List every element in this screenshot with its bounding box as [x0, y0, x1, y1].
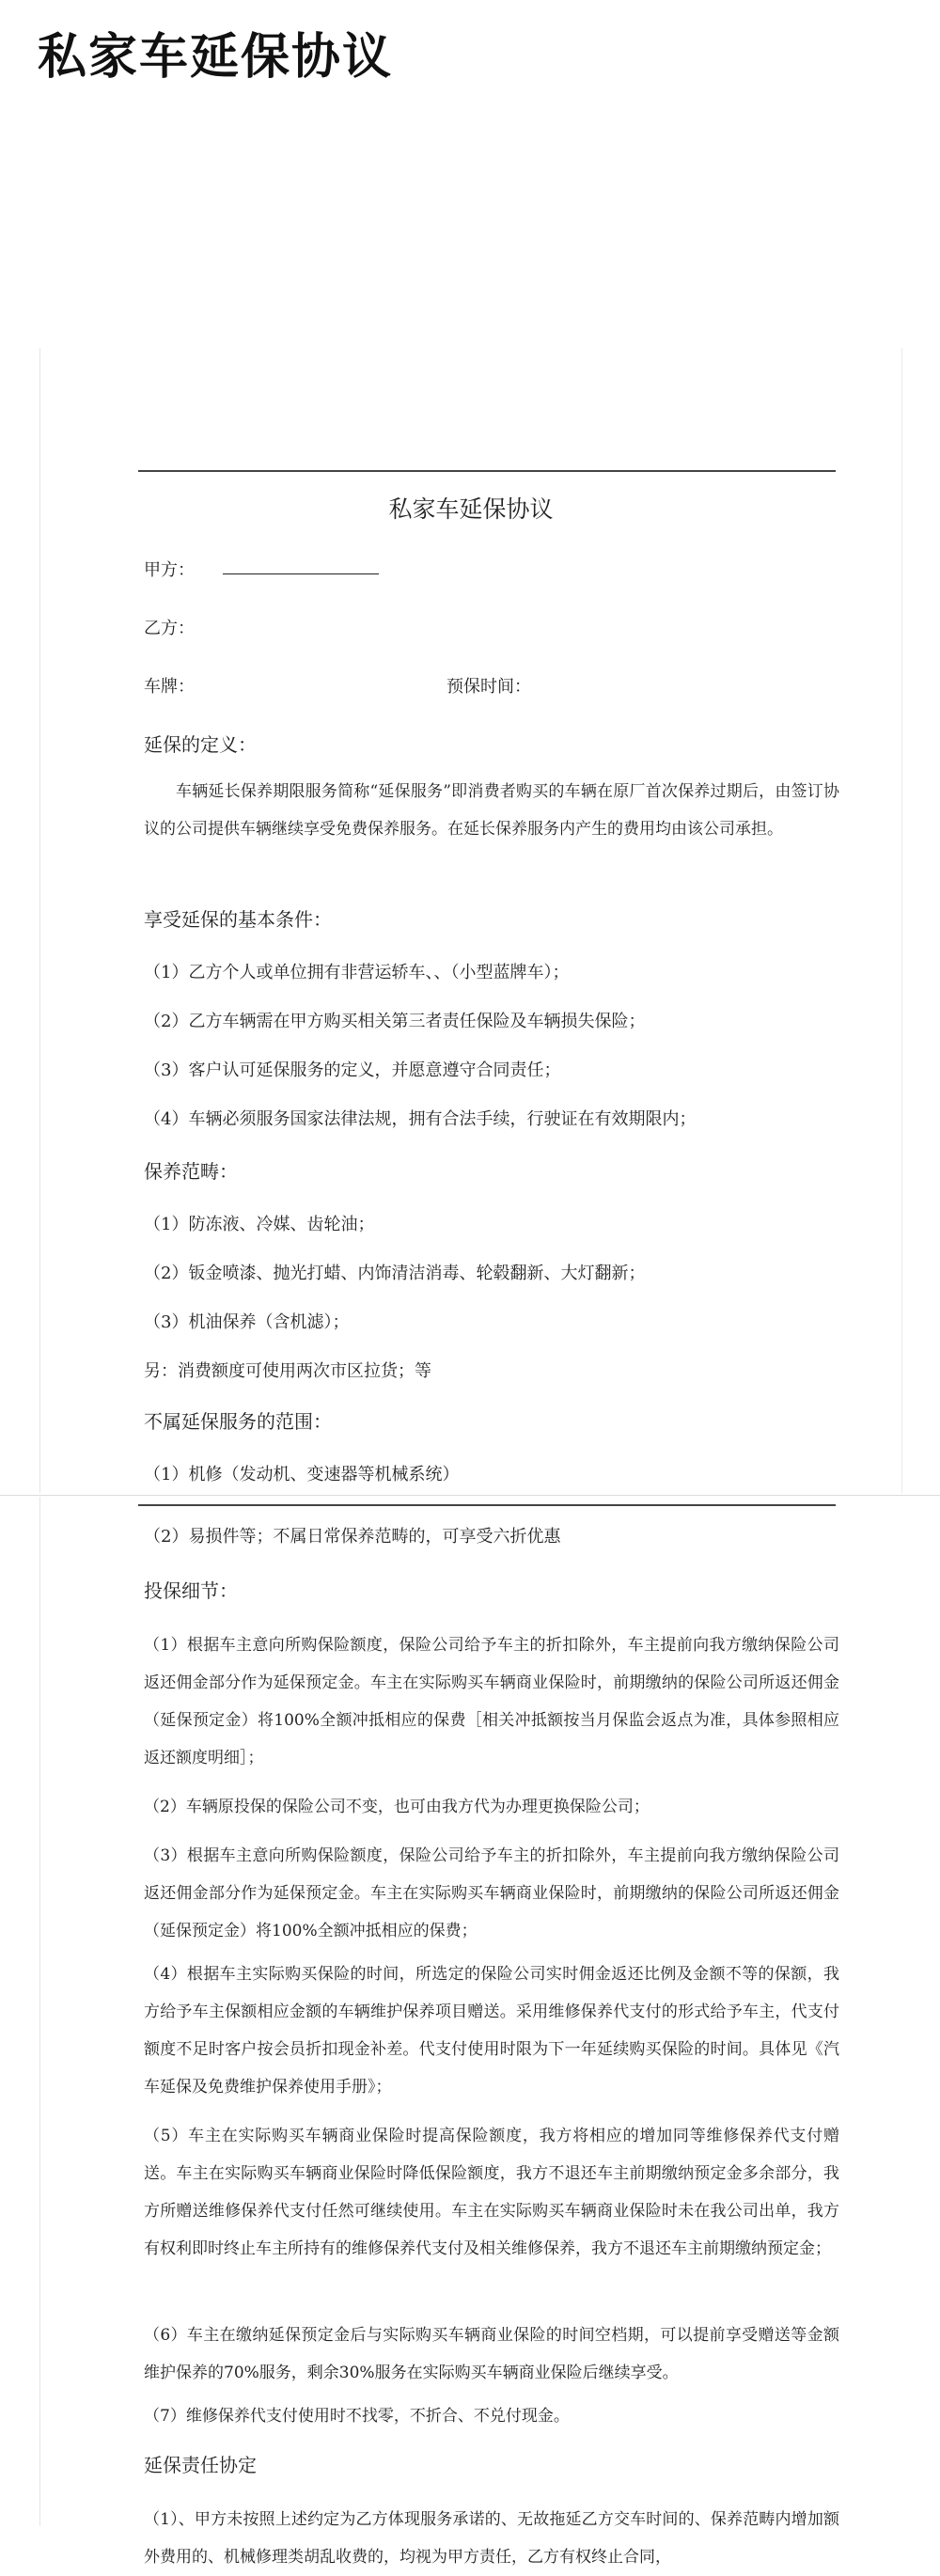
details-item: （1）根据车主意向所购保险额度，保险公司给予车主的折扣除外，车主提前向我方缴纳保险公司返还佣金部分作为延保预定金。车主在实际购买车辆商业保险时，前期缴纳的保险公司所返还佣金（延保预定金）将100%全额冲抵相应的保费［相关冲抵额按当月保监会返点为准，具体参照相应返还额度明细］； — [144, 1636, 839, 1767]
scope-item: （1）防冻液、冷媒、齿轮油； — [144, 1215, 375, 1234]
party-b-label: 乙方： — [144, 619, 195, 638]
exclude-heading: 不属延保服务的范围： — [144, 1410, 332, 1433]
scope-item: （2）钣金喷漆、抛光打蜡、内饰清洁消毒、轮毂翻新、大灯翻新； — [144, 1264, 646, 1283]
exclude-item: （2）易损件等；不属日常保养范畴的，可享受六折优惠 — [144, 1527, 561, 1547]
document-page-1 — [39, 348, 902, 1493]
liability-heading: 延保责任协定 — [144, 2454, 257, 2476]
document-page-2 — [39, 1497, 901, 2567]
details-item: （4）根据车主实际购买保险的时间，所选定的保险公司实时佣金返还比例及金额不等的保额，我方给予车主保额相应金额的车辆维护保养项目赠送。采用维修保养代支付的形式给予车主，代支付额度不足时客户按会员折扣现金补差。代支付使用时限为下一年延续购买保险的时间。具体见《汽车延保及免费维护保养使用手册》； — [144, 1965, 839, 2097]
party-a-label: 甲方： — [144, 560, 195, 580]
document-title: 私家车延保协议 — [388, 495, 554, 523]
page2-top-rule — [138, 1504, 836, 1506]
details-item: （2）车辆原投保的保险公司不变，也可由我方代为办理更换保险公司； — [144, 1798, 650, 1816]
page-separator — [0, 1495, 940, 1496]
party-a-blank — [223, 573, 379, 574]
details-heading: 投保细节： — [144, 1579, 238, 1602]
details-item: （5）车主在实际购买车辆商业保险时提高保险额度，我方将相应的增加同等维修保养代支付赠送。车主在实际购买车辆商业保险时降低保险额度，我方不退还车主前期缴纳预定金多余部分，我方所赠送维修保养代支付任然可继续使用。车主在实际购买车辆商业保险时未在我公司出单，我方有权利即时终止车主所持有的维修保养代支付及相关维修保养，我方不退还车主前期缴纳预定金； — [144, 2127, 839, 2258]
scope-note: 另：消费额度可使用两次市区拉货；等 — [144, 1361, 431, 1381]
plate-label: 车牌： — [144, 677, 195, 697]
details-item: （7）维修保养代支付使用时不找零，不折合、不兑付现金。 — [144, 2407, 570, 2426]
scope-item: （3）机油保养（含机滤）； — [144, 1312, 350, 1332]
details-item: （3）根据车主意向所购保险额度，保险公司给予车主的折扣除外，车主提前向我方缴纳保险公司返还佣金部分作为延保预定金。车主在实际购买车辆商业保险时，前期缴纳的保险公司所返还佣金（延保预定金）将100%全额冲抵相应的保费； — [144, 1846, 839, 1940]
liability-item: （1）、甲方未按照上述约定为乙方体现服务承诺的、无故拖延乙方交车时间的、保养范畴内增加额外费用的、机械修理类胡乱收费的，均视为甲方责任，乙方有权终止合同， — [144, 2510, 839, 2567]
insure-time-label: 预保时间： — [446, 677, 531, 697]
top-rule — [138, 470, 836, 472]
condition-item: （3）客户认可延保服务的定义，并愿意遵守合同责任； — [144, 1060, 561, 1080]
details-item: （6）车主在缴纳延保预定金后与实际购买车辆商业保险的时间空档期，可以提前享受赠送等金额维护保养的70%服务，剩余30%服务在实际购买车辆商业保险后继续享受。 — [144, 2326, 839, 2382]
exclude-item: （1）机修（发动机、变速器等机械系统） — [144, 1465, 460, 1484]
condition-item: （1）乙方个人或单位拥有非营运轿车、、（小型蓝牌车）； — [144, 963, 570, 982]
condition-item: （2）乙方车辆需在甲方购买相关第三者责任保险及车辆损失保险； — [144, 1012, 646, 1031]
scope-heading: 保养范畴： — [144, 1160, 238, 1183]
definition-text: 车辆延长保养期限服务简称“延保服务”即消费者购买的车辆在原厂首次保养过期后，由签订协议的公司提供车辆继续享受免费保养服务。在延长保养服务内产生的费用均由该公司承担。 — [144, 782, 839, 839]
conditions-heading: 享受延保的基本条件： — [144, 908, 332, 931]
header-title: 私家车延保协议 — [38, 29, 394, 86]
definition-heading: 延保的定义： — [144, 733, 257, 756]
condition-item: （4）车辆必须服务国家法律法规，拥有合法手续，行驶证在有效期限内； — [144, 1109, 697, 1129]
